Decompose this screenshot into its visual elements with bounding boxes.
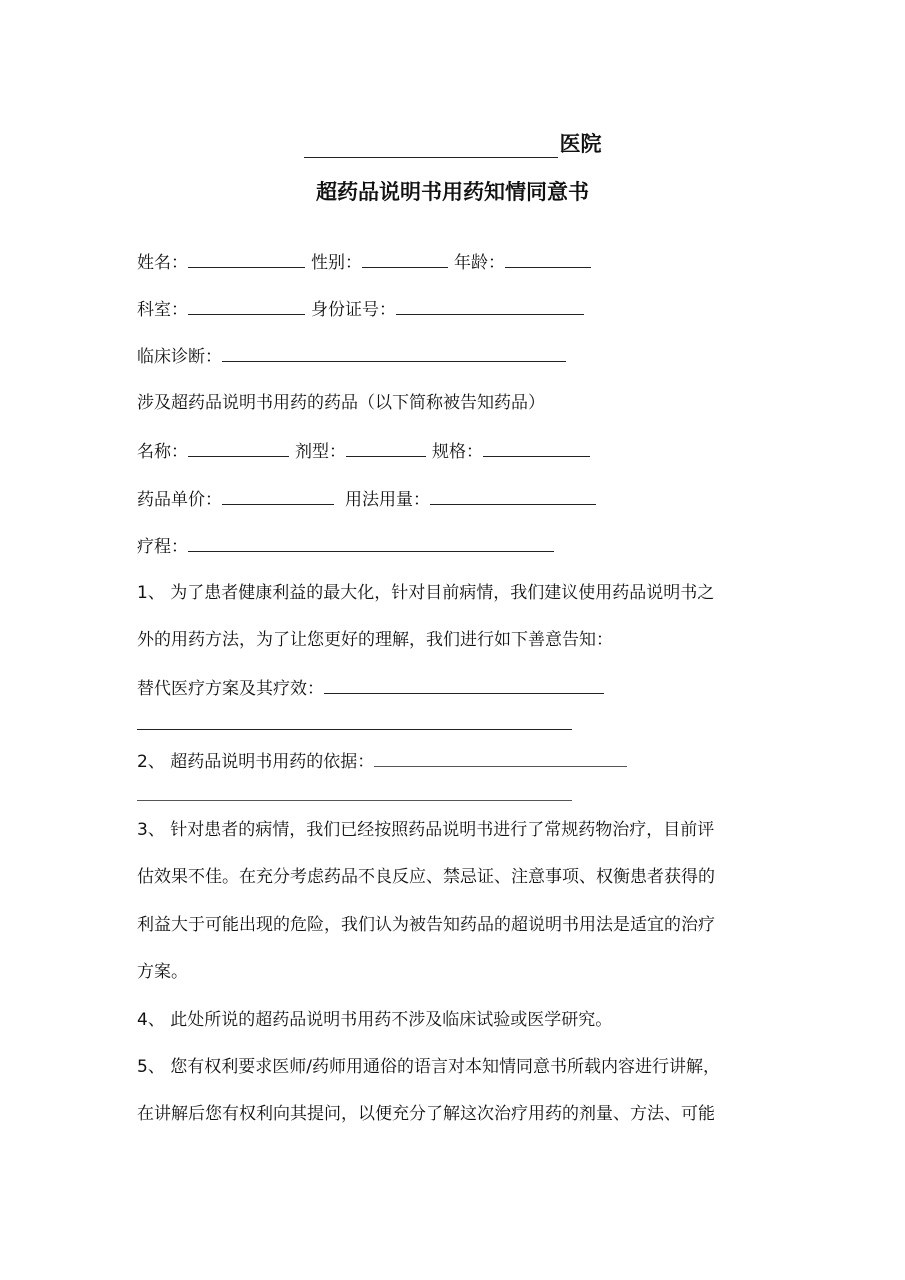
patient-info-row [137, 249, 591, 275]
basis-label: 2、 超药品说明书用药的依据： [137, 752, 375, 772]
paragraph-4: 4、 此处所说的超药品说明书用药不涉及临床试验或医学研究。 [137, 1010, 613, 1030]
spec-blank[interactable] [483, 438, 590, 457]
alt-treatment-label: 替代医疗方案及其疗效： [137, 679, 324, 699]
name-label: 姓名： [137, 253, 188, 273]
dosage-form-blank[interactable] [346, 438, 426, 457]
hospital-name-blank[interactable] [304, 131, 558, 158]
age-label: 年龄： [454, 253, 505, 273]
hospital-suffix: 医院 [559, 132, 602, 156]
drug-info-row [137, 438, 590, 464]
diagnosis-row [137, 343, 566, 369]
alt-treatment-blank-2[interactable] [137, 729, 572, 730]
paragraph-5-line-1: 5、 您有权利要求医师/药师用通俗的语言对本知情同意书所载内容进行讲解， [137, 1057, 720, 1077]
course-blank[interactable] [188, 533, 554, 552]
alt-treatment-blank[interactable] [324, 675, 604, 694]
paragraph-1-line-2: 外的用药方法，为了让您更好的理解，我们进行如下善意告知： [137, 630, 613, 650]
usage-label: 用法用量： [345, 490, 430, 510]
dept-blank[interactable] [188, 296, 305, 315]
drug-name-blank[interactable] [188, 438, 289, 457]
spec-label: 规格： [432, 442, 483, 462]
unit-price-blank[interactable] [222, 486, 334, 505]
course-row [137, 533, 554, 559]
paragraph-1-line-1: 1、 为了患者健康利益的最大化，针对目前病情，我们建议使用药品说明书之 [137, 583, 715, 603]
price-usage-row [137, 486, 596, 512]
drug-name-label: 名称： [137, 442, 188, 462]
diagnosis-blank[interactable] [222, 343, 566, 362]
paragraph-3-line-4: 方案。 [137, 962, 188, 982]
alt-treatment-row [137, 675, 604, 701]
dept-id-row [137, 296, 584, 322]
course-label: 疗程： [137, 537, 188, 557]
basis-blank-2[interactable] [137, 800, 572, 801]
diagnosis-label: 临床诊断： [137, 347, 222, 367]
dosage-form-label: 剂型： [295, 442, 346, 462]
dept-label: 科室： [137, 300, 188, 320]
age-blank[interactable] [505, 249, 591, 268]
paragraph-3-line-3: 利益大于可能出现的危险，我们认为被告知药品的超说明书用法是适宜的治疗 [137, 915, 715, 935]
usage-blank[interactable] [430, 486, 596, 505]
basis-blank[interactable] [374, 748, 627, 767]
id-blank[interactable] [396, 296, 584, 315]
id-label: 身份证号： [311, 300, 396, 320]
paragraph-5-line-2: 在讲解后您有权利向其提问，以便充分了解这次治疗用药的剂量、方法、可能 [137, 1104, 715, 1124]
basis-row [137, 748, 627, 774]
gender-label: 性别： [311, 253, 362, 273]
hospital-name-line [0, 128, 905, 158]
gender-blank[interactable] [362, 249, 448, 268]
document-title: 超药品说明书用药知情同意书 [316, 180, 589, 204]
name-blank[interactable] [188, 249, 305, 268]
paragraph-3-line-2: 估效果不佳。在充分考虑药品不良反应、禁忌证、注意事项、权衡患者获得的 [137, 867, 715, 887]
unit-price-label: 药品单价： [137, 490, 222, 510]
drug-intro-text: 涉及超药品说明书用药的药品（以下简称被告知药品） [137, 393, 545, 413]
paragraph-3-line-1: 3、 针对患者的病情，我们已经按照药品说明书进行了常规药物治疗，目前评 [137, 820, 715, 840]
